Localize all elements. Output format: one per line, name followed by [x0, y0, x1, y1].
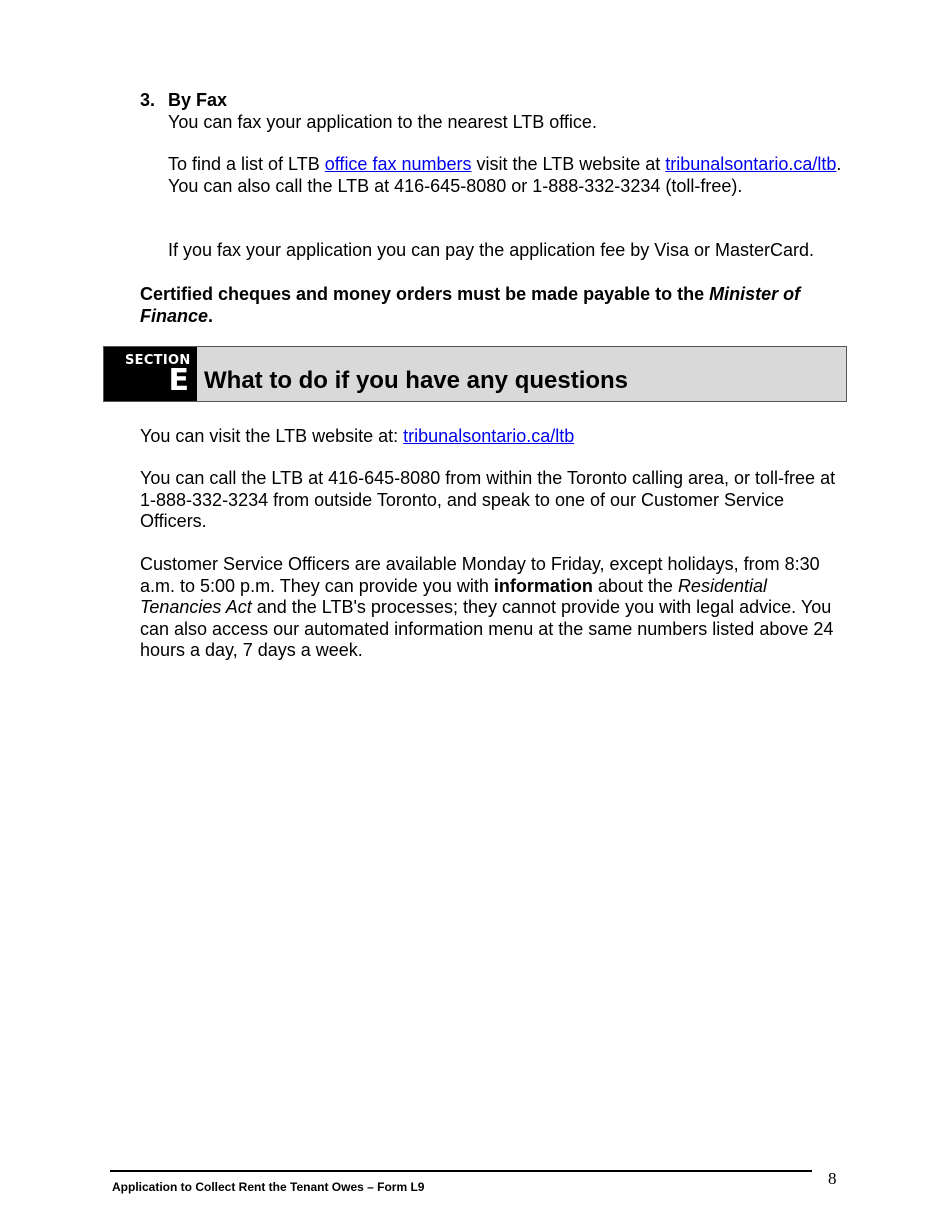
fax-numbers-paragraph: To find a list of LTB office fax numbers visit the LTB website at tribunalsontario.ca/ltb. You can also call the LTB at 416-645-8080 or 1-888-332-3234 (toll-free). — [168, 154, 842, 196]
section-title: What to do if you have any questions — [204, 367, 629, 394]
certified-cheques-note: Certified cheques and money orders must be made payable to the Minister of Finance. — [140, 284, 801, 326]
fax-intro: You can fax your application to the nearest LTB office. — [168, 112, 597, 132]
list-number: 3. — [140, 90, 156, 110]
ltb-website-link-2[interactable]: tribunalsontario.ca/ltb — [403, 426, 575, 446]
phone-paragraph: You can call the LTB at 416-645-8080 from within the Toronto calling area, or toll-free at 1-888-332-3234 from outside Toronto, and speak to one of our Customer Service Officers. — [140, 468, 836, 532]
page-number: 8 — [828, 1169, 837, 1188]
section-word: SECTION — [125, 353, 191, 368]
office-fax-numbers-link[interactable]: office fax numbers — [324, 154, 472, 174]
website-paragraph: You can visit the LTB website at: tribunalsontario.ca/ltb — [140, 426, 575, 446]
section-label-box — [104, 347, 197, 401]
section-e-header — [103, 346, 847, 402]
section-letter: E — [168, 363, 189, 398]
ltb-website-link[interactable]: tribunalsontario.ca/ltb — [665, 154, 837, 174]
customer-service-paragraph: Customer Service Officers are available Monday to Friday, except holidays, from 8:30 a.m. to 5:00 p.m. They can provide you with information about the Residential Tenancies Act and the LTB's processes; they cannot provide you with legal advice. You can also access our automated information menu at the same numbers listed above 24 hours a day, 7 days a week. — [140, 554, 834, 661]
fax-heading: By Fax — [168, 90, 228, 110]
fax-payment-paragraph: If you fax your application you can pay the application fee by Visa or MasterCard. — [168, 240, 815, 260]
footer-form-title: Application to Collect Rent the Tenant Owes – Form L9 — [112, 1180, 425, 1194]
footer-divider — [110, 1170, 812, 1172]
